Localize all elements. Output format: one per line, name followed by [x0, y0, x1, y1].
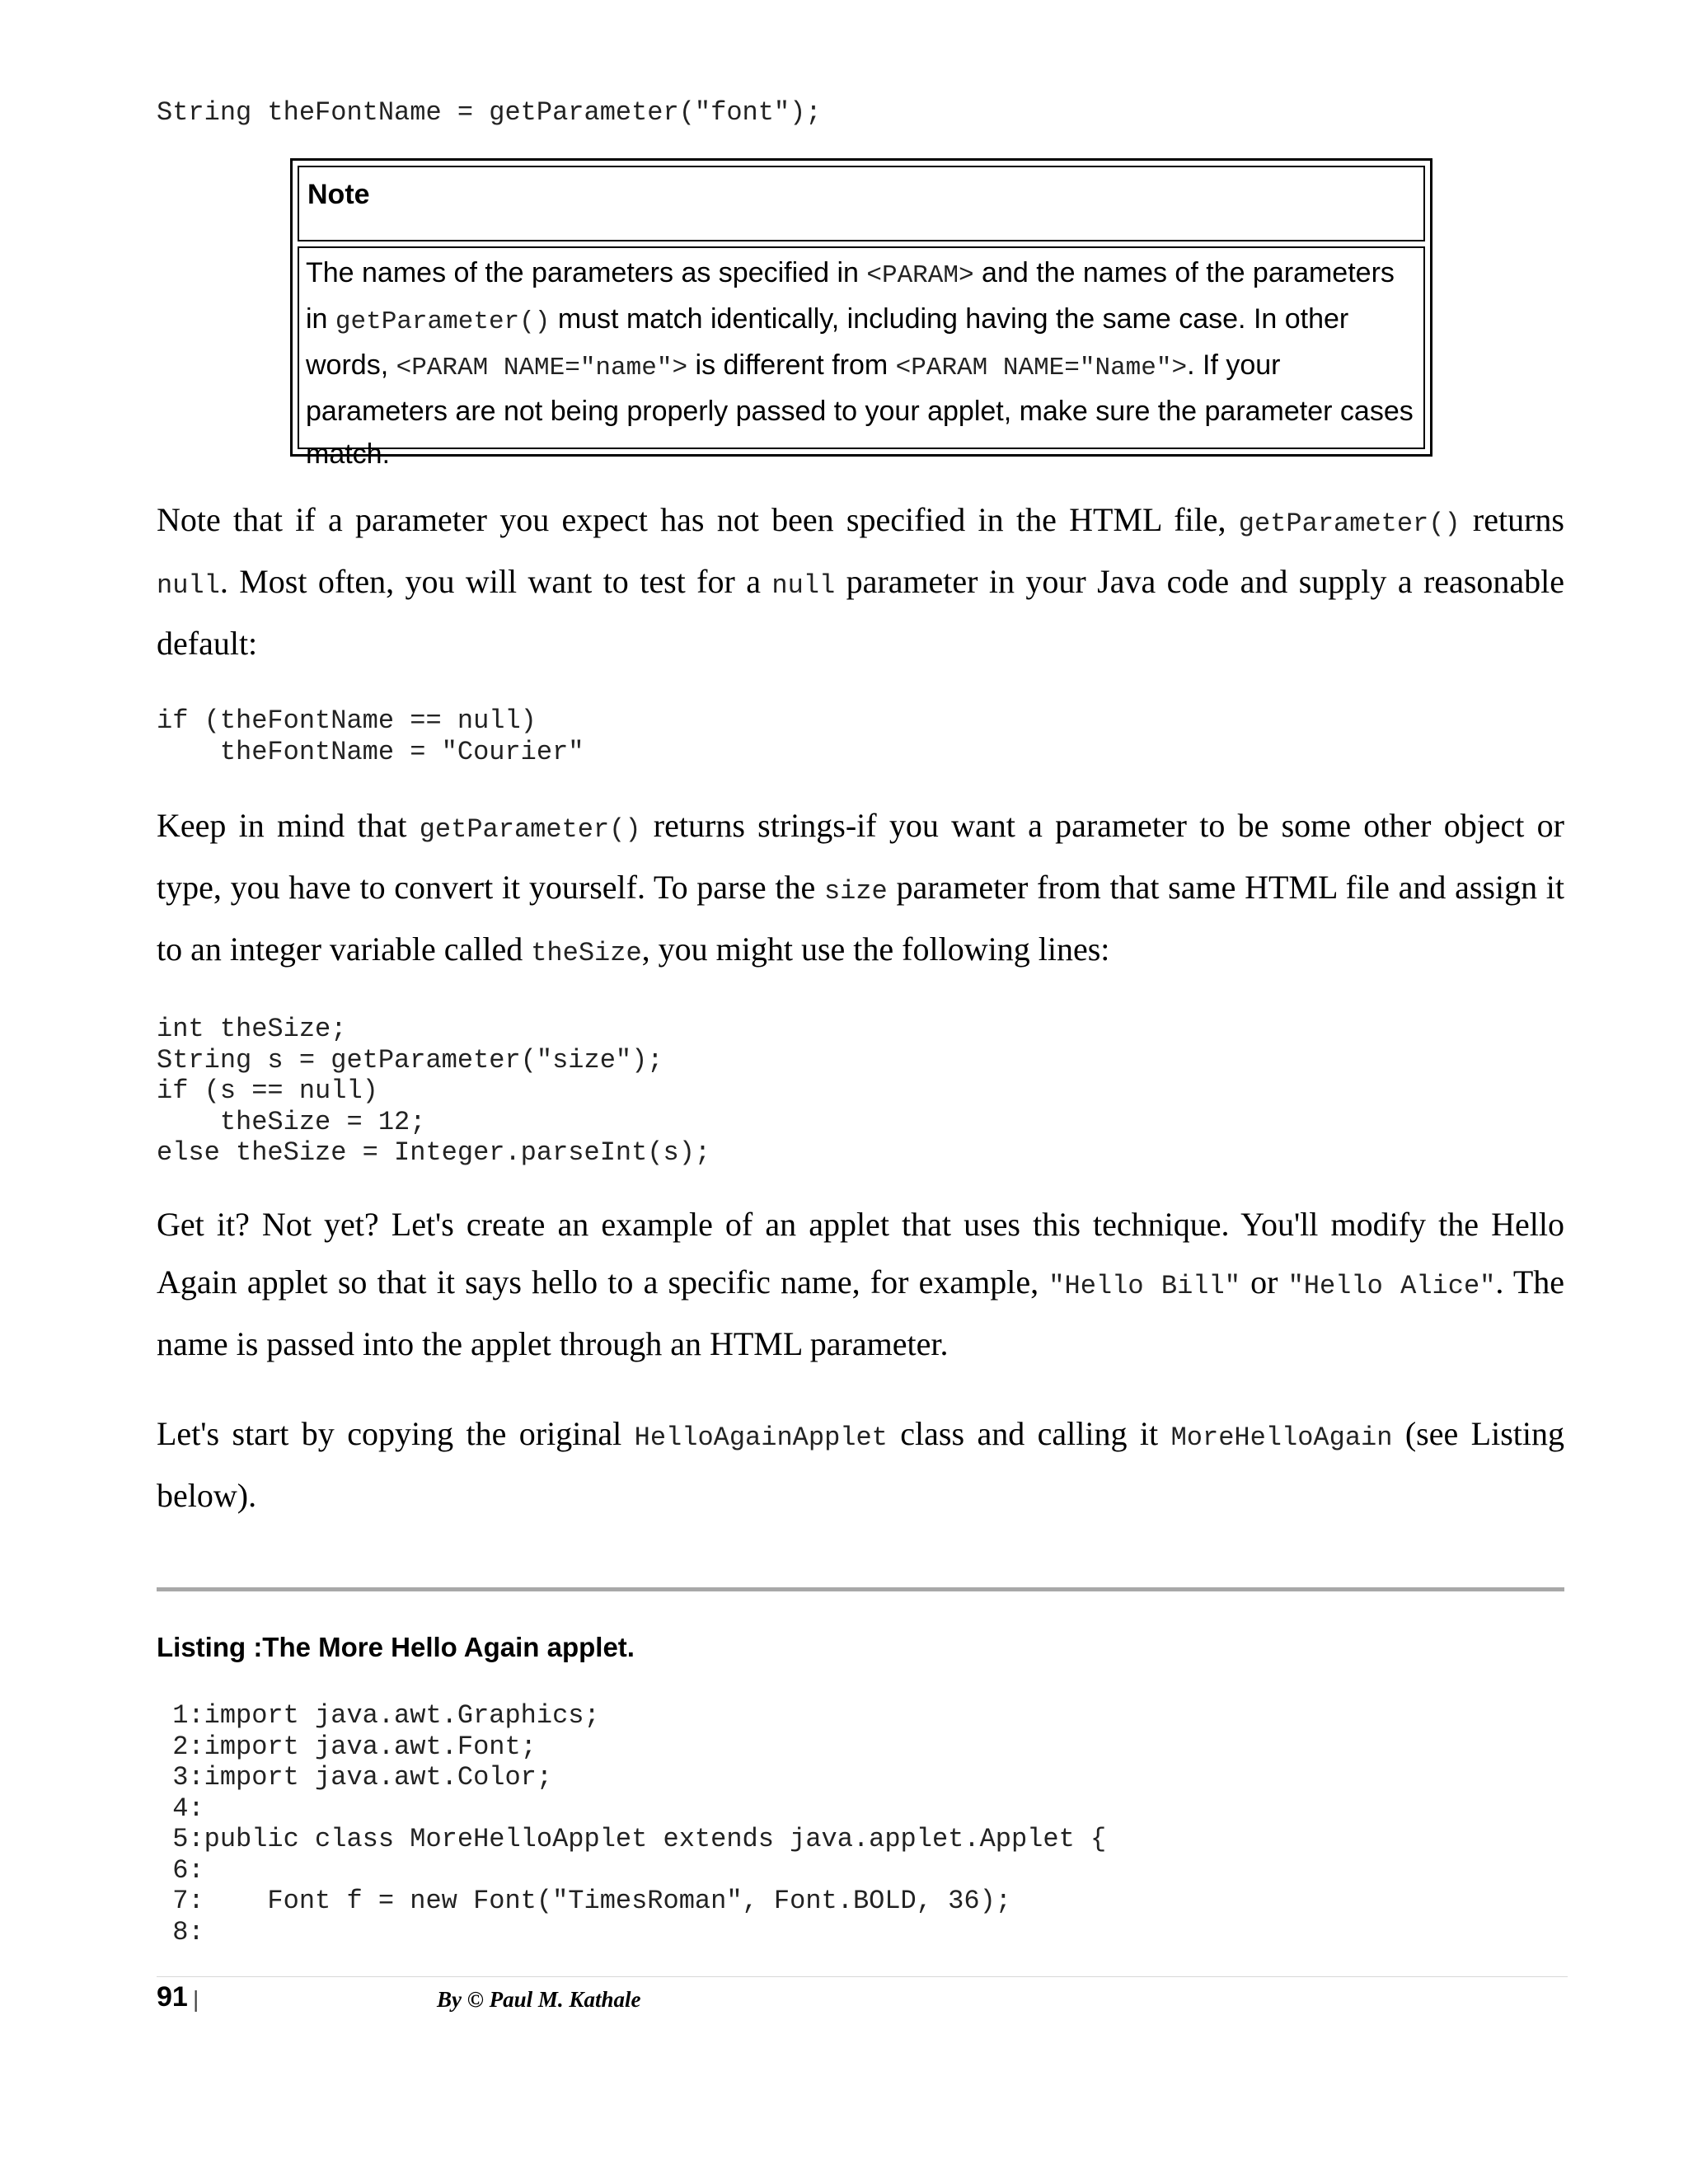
inline-code: "Hello Bill" [1048, 1271, 1240, 1301]
inline-code: MoreHelloAgain [1170, 1422, 1393, 1453]
code-snippet-get-font: String theFontName = getParameter("font"); [157, 97, 822, 128]
paragraph-example-intro [157, 1196, 1564, 1373]
text-run: returns [1460, 501, 1564, 538]
section-divider [157, 1587, 1564, 1591]
text-run: class and calling it [887, 1415, 1171, 1452]
paragraph-convert-strings [157, 797, 1564, 982]
inline-code: null [771, 570, 836, 601]
code-snippet-parse-size: int theSize; String s = getParameter("size"); if (s == null) theSize = 12; else theSize = Integer.parseInt(s); [157, 1014, 711, 1168]
inline-code: <PARAM NAME="Name"> [895, 354, 1188, 382]
text-run: . The name is passed into the applet through an HTML parameter. [157, 1263, 1565, 1362]
text-run: is different from [687, 349, 896, 381]
note-header [298, 166, 1425, 241]
text-run: . If your parameters are not being properly passed to your applet, make sure the parameter cases match. [306, 349, 1414, 470]
note-text [306, 251, 1417, 476]
note-box [290, 158, 1432, 470]
inline-code: size [823, 876, 888, 907]
text-run: or [1240, 1263, 1288, 1301]
text-run: Let's start by copying the original [157, 1415, 635, 1452]
listing-code: 1:import java.awt.Graphics; 2:import java.awt.Font; 3:import java.awt.Color; 4: 5:public class MoreHelloApplet extends java.applet.Applet { 6: 7: Font f = new Font("TimesRoman", Font.BOLD, 36); 8: [172, 1700, 1107, 1947]
listing-title: Listing :The More Hello Again applet. [157, 1632, 635, 1662]
text-run: (see Listing below). [157, 1415, 1564, 1514]
inline-code: "Hello Alice" [1287, 1271, 1496, 1301]
text-run: parameter in your Java code and supply a reasonable default: [157, 563, 1564, 662]
page-number: 91 [157, 1981, 188, 2013]
inline-code: null [157, 570, 220, 601]
text-run: Get it? Not yet? Let's create an example of an applet that uses this technique. You'll modify the Hello Again applet so that it says hello to a specific name, for example, [157, 1206, 1564, 1301]
text-run: , you might use the following lines: [641, 930, 1110, 968]
inline-code: getParameter() [419, 814, 641, 845]
paragraph-copy-class [157, 1405, 1564, 1525]
text-run: Keep in mind that [157, 807, 420, 844]
paragraph-null-default [157, 491, 1564, 673]
note-title: Note [307, 179, 370, 210]
footer-divider [157, 1976, 1568, 1977]
text-run: and the names of the parameters in [306, 257, 1395, 335]
inline-code: <PARAM NAME="name"> [396, 354, 688, 382]
code-snippet-null-check: if (theFontName == null) theFontName = "Courier" [157, 705, 584, 767]
text-run: . Most often, you will want to test for a [219, 563, 772, 600]
text-run: parameter from that same HTML file and assign it to an integer variable called [157, 869, 1564, 968]
inline-code: <PARAM> [866, 261, 974, 290]
text-run: must match identically, including having the same case. In other words, [306, 303, 1349, 381]
inline-code: getParameter() [1238, 509, 1461, 539]
footer-separator: | [193, 1986, 199, 2012]
text-run: Note that if a parameter you expect has not been specified in the HTML file, [157, 501, 1239, 538]
inline-code: getParameter() [335, 307, 551, 336]
note-body [298, 246, 1425, 470]
author-credit: By © Paul M. Kathale [437, 1987, 641, 2012]
text-run: The names of the parameters as specified in [306, 257, 867, 288]
inline-code: HelloAgainApplet [634, 1422, 888, 1453]
text-run: returns strings-if you want a parameter to be some other object or type, you have to convert it yourself. To parse the [157, 807, 1564, 906]
inline-code: theSize [531, 938, 642, 968]
